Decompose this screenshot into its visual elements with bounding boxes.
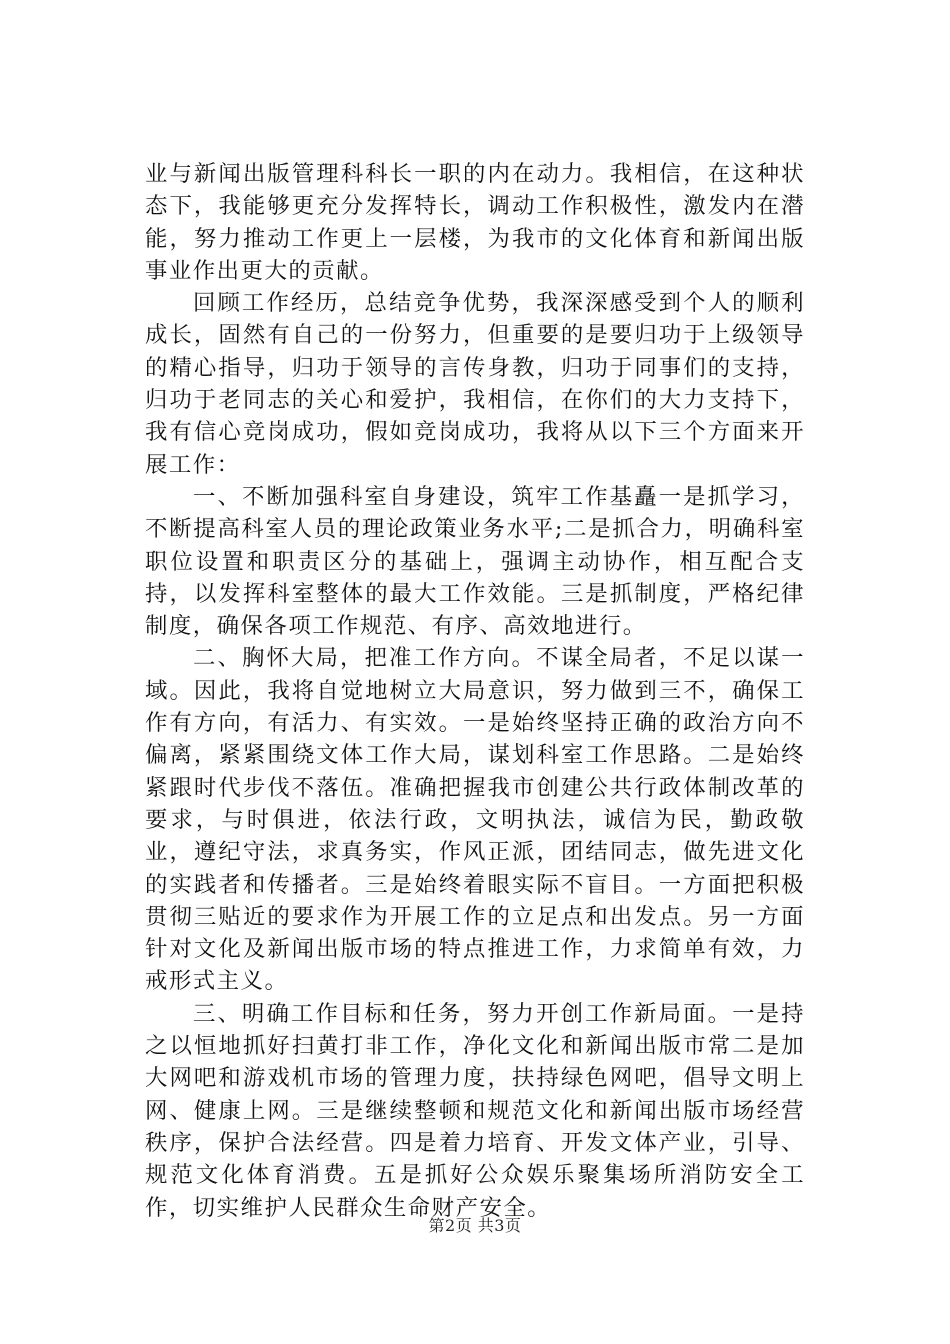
paragraph-point-one: 一、不断加强科室自身建设，筑牢工作基矗一是抓学习，不断提高科室人员的理论政策业务水平;二是抓合力，明确科室职位设置和职责区分的基础上，强调主动协作，相互配合支持，以发挥科室整体的最大工作效能。三是抓制度，严格纪律制度，确保各项工作规范、有序、高效地进行。: [145, 483, 805, 640]
paragraph-point-two: 二、胸怀大局，把准工作方向。不谋全局者，不足以谋一域。因此，我将自觉地树立大局意识，努力做到三不，确保工作有方向，有活力、有实效。一是始终坚持正确的政治方向不偏离，紧紧围绕文体工作大局，谋划科室工作思路。二是始终紧跟时代步伐不落伍。准确把握我市创建公共行政体制改革的要求，与时俱进，依法行政，文明执法，诚信为民，勤政敬业，遵纪守法，求真务实，作风正派，团结同志，做先进文化的实践者和传播者。三是始终着眼实际不盲目。一方面把积极贯彻三贴近的要求作为开展工作的立足点和出发点。另一方面针对文化及新闻出版市场的特点推进工作，力求简单有效，力戒形式主义。: [145, 645, 805, 995]
paragraph-review: 回顾工作经历，总结竞争优势，我深深感受到个人的顺利成长，固然有自己的一份努力，但重要的是要归功于上级领导的精心指导，归功于领导的言传身教，归功于同事们的支持，归功于老同志的关心和爱护，我相信，在你们的大力支持下，我有信心竞岗成功，假如竞岗成功，我将从以下三个方面来开展工作：: [145, 290, 805, 478]
paragraph-point-three: 三、明确工作目标和任务，努力开创工作新局面。一是持之以恒地抓好扫黄打非工作，净化文化和新闻出版市常二是加大网吧和游戏机市场的管理力度，扶持绿色网吧，倡导文明上网、健康上网。三是继续整顿和规范文化和新闻出版市场经营秩序，保护合法经营。四是着力培育、开发文体产业，引导、规范文化体育消费。五是抓好公众娱乐聚集场所消防安全工作，切实维护人民群众生命财产安全。: [145, 1000, 805, 1221]
document-body: [145, 158, 805, 1224]
paragraph-continuation: 业与新闻出版管理科科长一职的内在动力。我相信，在这种状态下，我能够更充分发挥特长，调动工作积极性，激发内在潜能，努力推动工作更上一层楼，为我市的文化体育和新闻出版事业作出更大的贡献。: [145, 161, 805, 284]
page-number-footer: 第2页 共3页: [428, 1216, 522, 1235]
